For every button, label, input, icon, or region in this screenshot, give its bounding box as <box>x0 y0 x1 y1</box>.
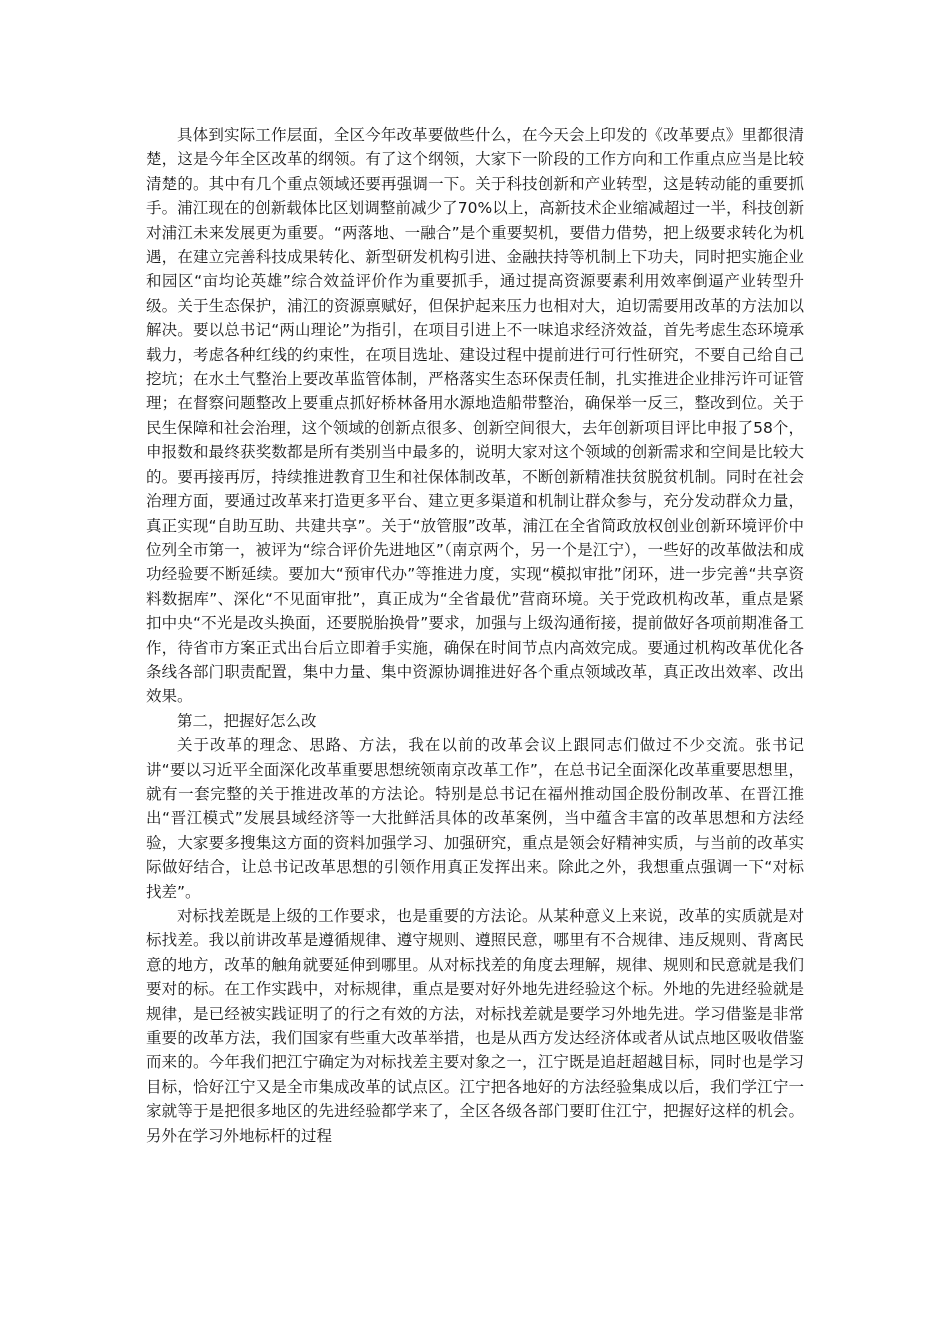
paragraph-reform-methodology: 关于改革的理念、思路、方法，我在以前的改革会议上跟同志们做过不少交流。张书记讲“要以习近平全面深化改革重要思想统领南京改革工作”，在总书记全面深化改革重要思想里，就有一套完整的关于推进改革的方法论。特别是总书记在福州推动国企股份制改革、在晋江推出“晋江模式”发展县域经济等一大批鲜活具体的改革案例，当中蕴含丰富的改革思想和方法经验，大家要多搜集这方面的资料加强学习、加强研究，重点是领会好精神实质，与当前的改革实际做好结合，让总书记改革思想的引领作用真正发挥出来。除此之外，我想重点强调一下“对标找差”。 <box>146 736 804 901</box>
document-page <box>146 123 804 1148</box>
paragraph-reform-priorities: 具体到实际工作层面，全区今年改革要做些什么，在今天会上印发的《改革要点》里都很清楚，这是今年全区改革的纲领。有了这个纲领，大家下一阶段的工作方向和工作重点应当是比较清楚的。其中有几个重点领域还要再强调一下。关于科技创新和产业转型，这是转动能的重要抓手。浦江现在的创新载体比区划调整前减少了70%以上，高新技术企业缩减超过一半，科技创新对浦江未来发展更为重要。“两落地、一融合”是个重要契机，要借力借势，把上级要求转化为机遇，在建立完善科技成果转化、新型研发机构引进、金融扶持等机制上下功夫，同时把实施企业和园区“亩均论英雄”综合效益评价作为重要抓手，通过提高资源要素利用效率倒逼产业转型升级。关于生态保护，浦江的资源禀赋好，但保护起来压力也相对大，迫切需要用改革的方法加以解决。要以总书记“两山理论”为指引，在项目引进上不一味追求经济效益，首先考虑生态环境承载力，考虑各种红线的约束性，在项目选址、建设过程中提前进行可行性研究，不要自己给自己挖坑；在水土气整治上要改革监管体制，严格落实生态环保责任制，扎实推进企业排污许可证管理；在督察问题整改上要重点抓好桥林备用水源地造船带整治，确保举一反三，整改到位。关于民生保障和社会治理，这个领域的创新点很多、创新空间很大，去年创新项目评比申报了58个，申报数和最终获奖数都是所有类别当中最多的，说明大家对这个领域的创新需求和空间是比较大的。要再接再厉，持续推进教育卫生和社保体制改革，不断创新精准扶贫脱贫机制。同时在社会治理方面，要通过改革来打造更多平台、建立更多渠道和机制让群众参与，充分发动群众力量，真正实现“自助互助、共建共享”。关于“放管服”改革，浦江在全省简政放权创业创新环境评价中位列全市第一，被评为“综合评价先进地区”（南京两个，另一个是江宁），一些好的改革做法和成功经验要不断延续。要加大“预审代办”等推进力度，实现“模拟审批”闭环，进一步完善“共享资料数据库”、深化“不见面审批”，真正成为“全省最优”营商环境。关于党政机构改革，重点是紧扣中央“不光是改头换面，还要脱胎换骨”要求，加强与上级沟通衔接，提前做好各项前期准备工作，待省市方案正式出台后立即着手实施，确保在时间节点内高效完成。要通过机构改革优化各条线各部门职责配置，集中力量、集中资源协调推进好各个重点领域改革，真正改出效率、改出效果。 <box>146 126 804 706</box>
section-heading-how-to-reform: 第二，把握好怎么改 <box>177 711 317 730</box>
paragraph-benchmarking: 对标找差既是上级的工作要求，也是重要的方法论。从某种意义上来说，改革的实质就是对标找差。我以前讲改革是遵循规律、遵守规则、遵照民意，哪里有不合规律、违反规则、背离民意的地方，改革的触角就要延伸到哪里。从对标找差的角度去理解，规律、规则和民意就是我们要对的标。在工作实践中，对标规律，重点是要对好外地先进经验这个标。外地的先进经验就是规律，是已经被实践证明了的行之有效的方法，对标找差就是要学习外地先进。学习借鉴是非常重要的改革方法，我们国家有些重大改革举措，也是从西方发达经济体或者从试点地区吸收借鉴而来的。今年我们把江宁确定为对标找差主要对象之一，江宁既是追赶超越目标，同时也是学习目标，恰好江宁又是全市集成改革的试点区。江宁把各地好的方法经验集成以后，我们学江宁一家就等于是把很多地区的先进经验都学来了，全区各级各部门要盯住江宁，把握好这样的机会。另外在学习外地标杆的过程 <box>146 907 804 1145</box>
